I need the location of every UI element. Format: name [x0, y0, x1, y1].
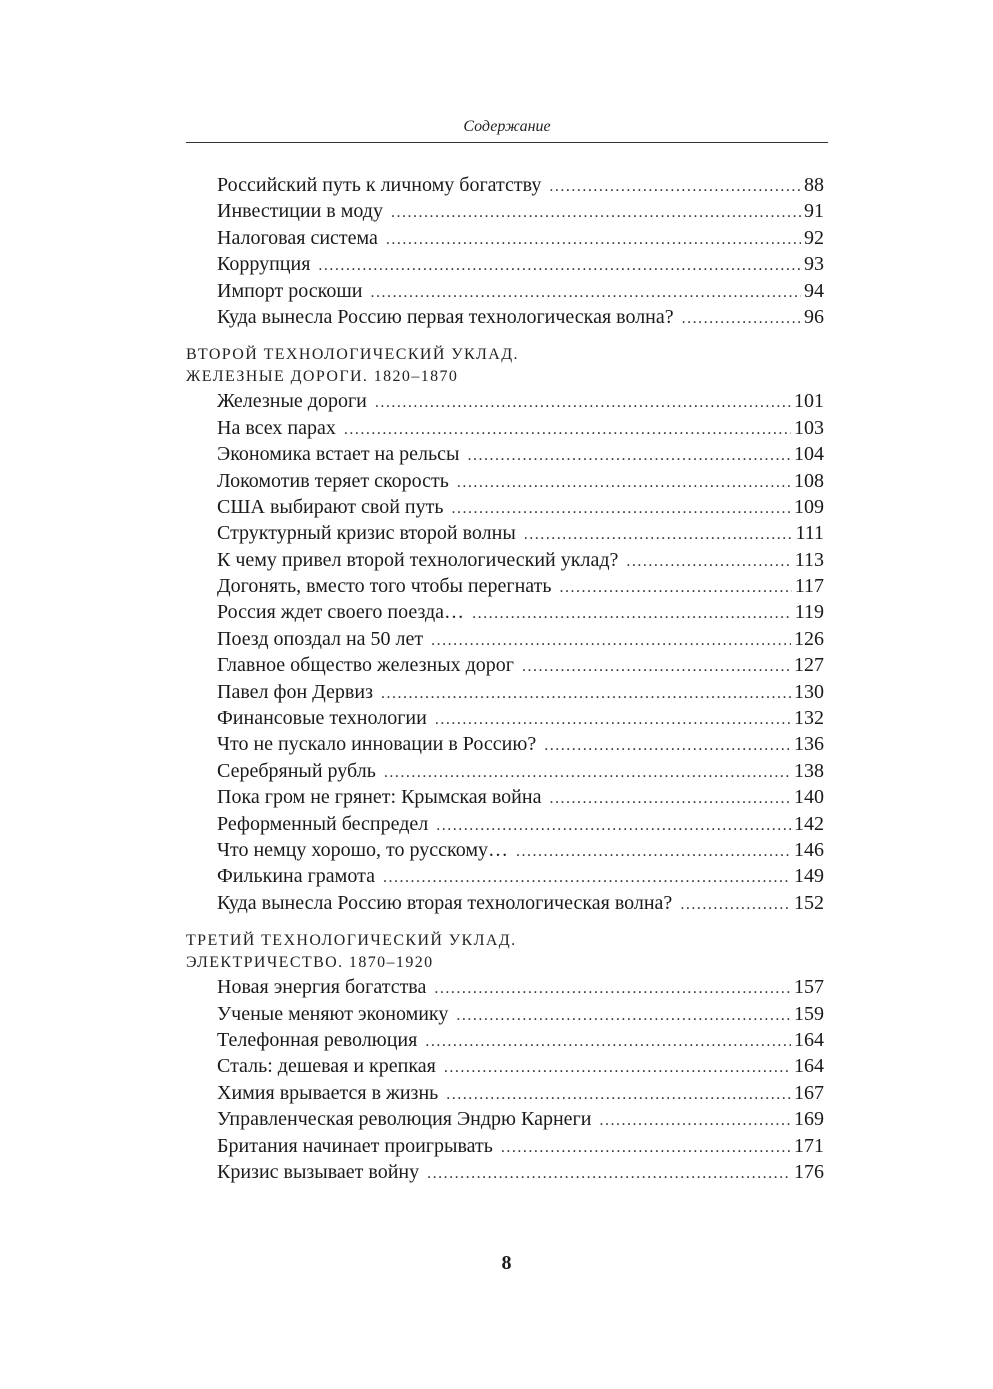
toc-entry-page: 91 — [804, 200, 824, 223]
running-head: Содержание — [463, 118, 551, 135]
dot-leader — [444, 1055, 791, 1081]
dot-leader — [344, 417, 791, 443]
dot-leader — [431, 628, 791, 654]
toc-entry-page: 138 — [794, 759, 824, 782]
dot-leader — [318, 253, 801, 279]
dot-leader — [516, 839, 791, 865]
section-heading-line1: ТРЕТИЙ ТЕХНОЛОГИЧЕСКИЙ УКЛАД. — [186, 932, 517, 950]
toc-entry-title: Структурный кризис второй волны — [217, 522, 516, 545]
toc-entry-title: Ученые меняют экономику — [217, 1002, 449, 1025]
dot-leader — [425, 1029, 791, 1055]
toc-entry — [186, 172, 824, 198]
toc-entry-title: США выбирают свой путь — [217, 495, 444, 518]
dot-leader — [501, 1135, 791, 1161]
section-heading-line2: ЖЕЛЕЗНЫЕ ДОРОГИ. 1820–1870 — [186, 368, 459, 386]
toc-entry-page: 167 — [794, 1081, 824, 1104]
toc-entry-title: Что немцу хорошо, то русскому… — [217, 838, 508, 861]
toc-entry-title: Химия врывается в жизнь — [217, 1081, 439, 1104]
dot-leader — [680, 892, 791, 918]
toc-entry-page: 132 — [794, 707, 824, 730]
toc-entry — [186, 494, 824, 520]
toc-entry-page: 108 — [794, 469, 824, 492]
toc-entry — [186, 811, 824, 837]
toc-entry-title: Локомотив теряет скорость — [217, 469, 449, 492]
toc-entry — [186, 468, 824, 494]
toc-entry-title: Реформенный беспредел — [217, 812, 429, 835]
toc-entry — [186, 1159, 824, 1185]
dot-leader — [391, 200, 801, 226]
toc-entry-page: 171 — [794, 1134, 824, 1157]
toc-entry-page: 152 — [794, 891, 824, 914]
toc-entry-page: 164 — [794, 1028, 824, 1051]
dot-leader — [472, 601, 792, 627]
toc-entry — [186, 278, 824, 304]
dot-leader — [446, 1082, 791, 1108]
toc-entry-title: Железные дороги — [217, 390, 367, 413]
toc-entry — [186, 837, 824, 863]
dot-leader — [682, 306, 801, 332]
dot-leader — [522, 654, 791, 680]
toc-entry-page: 119 — [794, 601, 824, 624]
toc-entry — [186, 1080, 824, 1106]
toc-entry-title: Инвестиции в моду — [217, 200, 383, 223]
toc-group — [186, 974, 824, 1185]
toc-entry-page: 149 — [794, 865, 824, 888]
dot-leader — [456, 1003, 791, 1029]
toc-entry — [186, 1106, 824, 1132]
toc-group — [186, 388, 824, 916]
dot-leader — [383, 865, 791, 891]
toc-entry — [186, 705, 824, 731]
dot-leader — [434, 976, 791, 1002]
toc-entry-page: 157 — [794, 976, 824, 999]
toc-entry-title: Новая энергия богатства — [217, 976, 427, 999]
toc-entry-title: Серебряный рубль — [217, 759, 376, 782]
toc-entry-title: Россия ждет своего поезда… — [217, 601, 465, 624]
toc-entry-page: 159 — [794, 1002, 824, 1025]
dot-leader — [427, 1161, 791, 1187]
toc-entry-title: Коррупция — [217, 253, 311, 276]
header-rule — [186, 142, 828, 143]
toc-entry-title: Сталь: дешевая и крепкая — [217, 1055, 436, 1078]
toc-entry — [186, 599, 824, 625]
toc-entry-page: 113 — [794, 548, 824, 571]
toc-entry-title: Телефонная революция — [217, 1028, 418, 1051]
toc-entry — [186, 388, 824, 414]
toc-entry-title: На всех парах — [217, 416, 336, 439]
toc-entry-title: Российский путь к личному богатству — [217, 174, 542, 196]
toc-entry-page: 104 — [794, 443, 824, 466]
toc-entry-title: Куда вынесла Россию первая технологическая волна? — [217, 305, 674, 328]
dot-leader — [549, 174, 801, 200]
toc-entry — [186, 251, 824, 277]
toc-entry-page: 164 — [794, 1055, 824, 1078]
toc-entry-page: 169 — [794, 1108, 824, 1131]
toc-entry — [186, 225, 824, 251]
toc-entry-title: Финансовые технологии — [217, 707, 427, 730]
toc-entry-page: 109 — [794, 495, 824, 518]
dot-leader — [457, 470, 791, 496]
toc-entry-page: 101 — [794, 390, 824, 413]
dot-leader — [375, 390, 791, 416]
toc-entry — [186, 890, 824, 916]
toc-entry-title: Управленческая революция Эндрю Карнеги — [217, 1108, 592, 1131]
toc-entry-title: Налоговая система — [217, 226, 378, 249]
toc-entry-page: 103 — [794, 416, 824, 439]
toc-entry-page: 176 — [794, 1160, 824, 1183]
toc-entry-page: 130 — [794, 680, 824, 703]
toc-entry-title: Импорт роскоши — [217, 279, 363, 302]
dot-leader — [544, 733, 791, 759]
toc-entry-title: Кризис вызывает войну — [217, 1160, 420, 1183]
dot-leader — [467, 443, 791, 469]
toc-entry-page: 126 — [794, 627, 824, 650]
toc-entry — [186, 626, 824, 652]
toc-entry-title: Поезд опоздал на 50 лет — [217, 627, 424, 650]
toc-group — [186, 172, 824, 330]
toc-entry — [186, 441, 824, 467]
toc-entry-page: 127 — [794, 654, 824, 677]
toc-entry — [186, 520, 824, 546]
toc-entry-title: Павел фон Дервиз — [217, 680, 373, 703]
toc-entry-title: К чему привел второй технологический уклад? — [217, 548, 619, 571]
section-heading-line1: ВТОРОЙ ТЕХНОЛОГИЧЕСКИЙ УКЛАД. — [186, 346, 519, 364]
dot-leader — [524, 522, 793, 548]
toc-entry-page: 146 — [794, 838, 824, 861]
toc-entry-title: Куда вынесла Россию вторая технологическая волна? — [217, 891, 673, 914]
toc-entry-title: Экономика встает на рельсы — [217, 443, 460, 466]
toc-entry — [186, 573, 824, 599]
toc-entry — [186, 415, 824, 441]
dot-leader — [436, 813, 791, 839]
toc-entry-page: 93 — [804, 253, 824, 276]
page-number: 8 — [501, 1252, 512, 1274]
toc-entry-page: 111 — [795, 522, 824, 545]
toc-entry-title: Пока гром не грянет: Крымская война — [217, 786, 542, 809]
dot-leader — [626, 549, 791, 575]
section-heading-line2: ЭЛЕКТРИЧЕСТВО. 1870–1920 — [186, 954, 434, 972]
dot-leader — [560, 575, 792, 601]
toc-entry — [186, 198, 824, 224]
table-of-contents — [186, 172, 824, 1185]
toc-entry-page: 136 — [794, 733, 824, 756]
toc-entry-page: 140 — [794, 786, 824, 809]
toc-entry-page: 142 — [794, 812, 824, 835]
dot-leader — [370, 280, 801, 306]
dot-leader — [384, 760, 791, 786]
toc-entry — [186, 863, 824, 889]
toc-entry-title: Британия начинает проигрывать — [217, 1134, 493, 1157]
dot-leader — [435, 707, 791, 733]
toc-entry — [186, 784, 824, 810]
dot-leader — [451, 496, 791, 522]
toc-entry — [186, 1027, 824, 1053]
toc-entry — [186, 1133, 824, 1159]
dot-leader — [599, 1108, 791, 1134]
toc-entry-page: 117 — [794, 575, 824, 598]
dot-leader — [549, 786, 791, 812]
toc-entry-title: Догонять, вместо того чтобы перегнать — [217, 575, 552, 598]
toc-entry — [186, 304, 824, 330]
toc-entry — [186, 974, 824, 1000]
toc-entry — [186, 547, 824, 573]
toc-entry — [186, 652, 824, 678]
toc-entry-title: Что не пускало инновации в Россию? — [217, 733, 537, 756]
toc-entry-page: 88 — [804, 174, 824, 196]
toc-entry — [186, 758, 824, 784]
toc-entry — [186, 1001, 824, 1027]
toc-entry-title: Главное общество железных дорог — [217, 654, 515, 677]
toc-entry-page: 94 — [804, 279, 824, 302]
dot-leader — [386, 227, 801, 253]
dot-leader — [381, 681, 791, 707]
toc-entry — [186, 1053, 824, 1079]
toc-entry-page: 96 — [804, 305, 824, 328]
toc-entry — [186, 731, 824, 757]
toc-entry — [186, 679, 824, 705]
toc-entry-page: 92 — [804, 226, 824, 249]
toc-entry-title: Филькина грамота — [217, 865, 375, 888]
